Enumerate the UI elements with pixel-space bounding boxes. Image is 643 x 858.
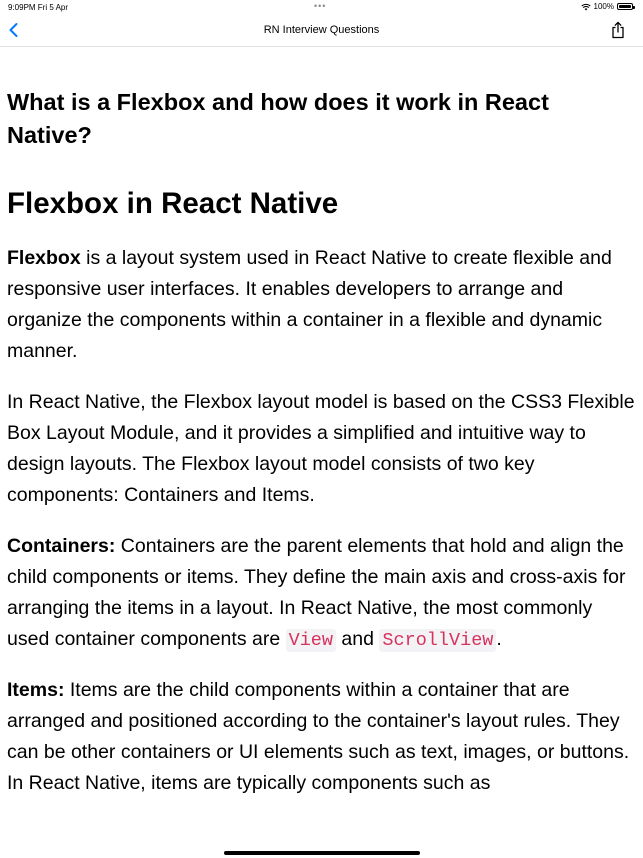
share-icon[interactable] bbox=[611, 21, 625, 39]
home-indicator[interactable] bbox=[224, 851, 420, 855]
battery-icon bbox=[617, 3, 633, 10]
status-time: 9:09PM Fri 5 Apr bbox=[8, 3, 69, 12]
paragraph-text: . bbox=[496, 628, 502, 650]
status-bar bbox=[0, 0, 643, 14]
multitasking-dots[interactable]: ••• bbox=[314, 1, 327, 11]
paragraph-containers bbox=[7, 531, 637, 656]
inline-code-scrollview: ScrollView bbox=[379, 629, 496, 652]
nav-title: RN Interview Questions bbox=[263, 24, 380, 36]
inline-code-view: View bbox=[286, 629, 336, 652]
navigation-bar bbox=[0, 14, 643, 47]
paragraph-text: Containers are the parent elements that hold and align the child components or items. They define the main axis and cross-axis for arranging the items in a layout. In React Native, the most commonly used container components are bbox=[7, 535, 626, 650]
bold-term-items: Items: bbox=[7, 679, 65, 701]
paragraph-flexbox-intro bbox=[7, 243, 637, 367]
paragraph-css3: In React Native, the Flexbox layout model is based on the CSS3 Flexible Box Layout Module, and it provides a simplified and intuitive way to design layouts. The Flexbox layout model consists of two key components: Containers and Items. bbox=[7, 391, 635, 506]
status-indicators bbox=[581, 2, 633, 11]
paragraph-text: is a layout system used in React Native to create flexible and responsive user interfaces. It enables developers to arrange and organize the components within a container in a flexible and dynamic manner. bbox=[7, 247, 612, 362]
section-heading: Flexbox in React Native bbox=[7, 187, 339, 220]
paragraph-items bbox=[7, 675, 637, 799]
question-title: What is a Flexbox and how does it work in React Native? bbox=[7, 89, 549, 148]
battery-percent: 100% bbox=[593, 2, 614, 11]
paragraph-text: Items are the child components within a container that are arranged and positioned according to the container's layout rules. They can be other containers or UI elements such as text, images, or buttons. In React Native, items are typically components such as bbox=[7, 679, 630, 794]
paragraph-text: and bbox=[336, 628, 380, 650]
bold-term-containers: Containers: bbox=[7, 535, 116, 557]
article-content bbox=[7, 47, 637, 799]
bold-term-flexbox: Flexbox bbox=[7, 247, 81, 269]
wifi-icon bbox=[581, 3, 591, 11]
